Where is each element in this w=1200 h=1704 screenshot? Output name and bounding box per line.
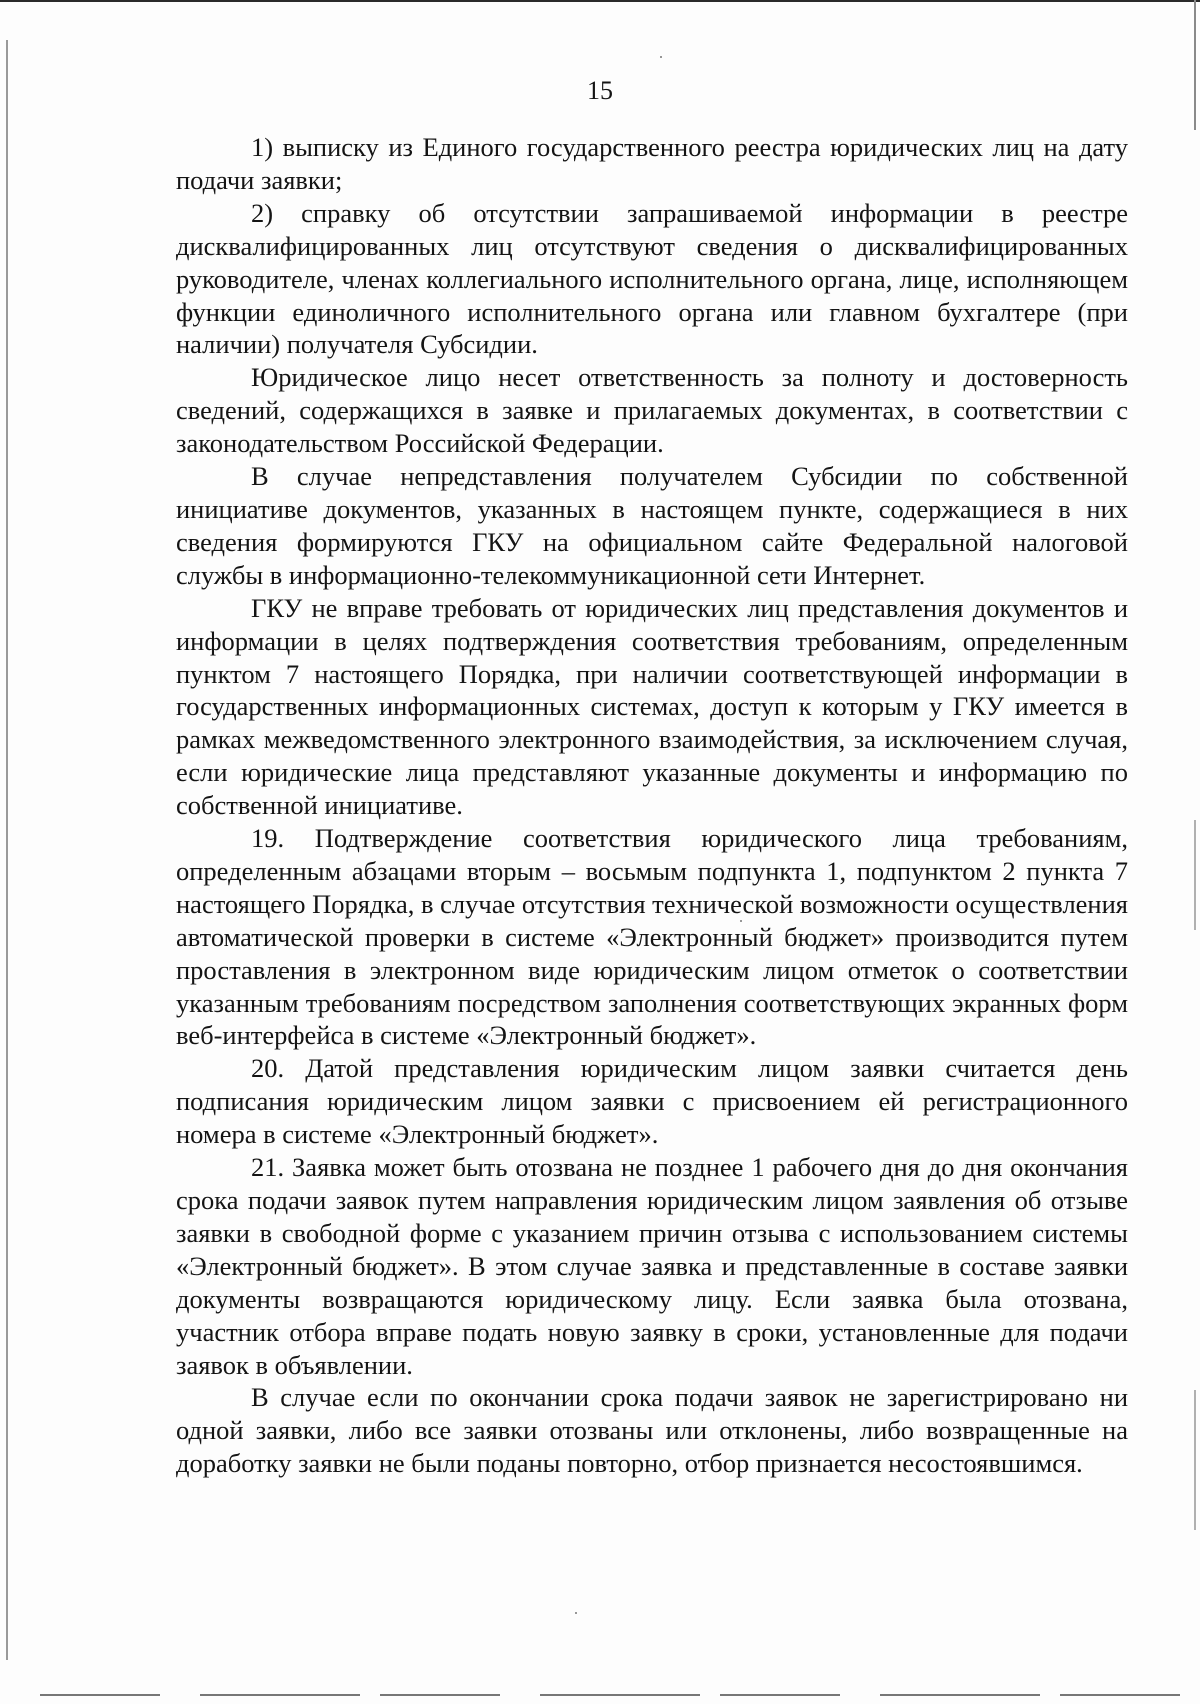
paragraph: В случае непредставления получателем Субсидии по собственной инициативе документов, указанных в настоящем пункте, содержащиеся в них сведения формируются ГКУ на официальном сайте Федеральной налоговой службы в информационно-телекоммуникационной сети Интернет. bbox=[176, 461, 1128, 590]
paragraph: ГКУ не вправе требовать от юридических лиц представления документов и информации в целях подтверждения соответствия требованиям, определенным пунктом 7 настоящего Порядка, при наличии соответствующей информации в государственных информационных системах, доступ к которым у ГКУ имеется в рамках межведомственного электронного взаимодействия, за исключением случая, если юридические лица представляют указанные документы и информацию по собственной инициативе. bbox=[176, 592, 1128, 821]
page-number: 15 bbox=[587, 76, 613, 105]
paragraph: 1) выписку из Единого государственного реестра юридических лиц на дату подачи заявки; bbox=[176, 132, 1128, 195]
paragraph: 21. Заявка может быть отозвана не позднее 1 рабочего дня до дня окончания срока подачи заявок путем направления юридическим лицом заявления об отзыве заявки в свободной форме с указанием причин отзыва с использованием системы «Электронный бюджет». В этом случае заявка и представленные в составе заявки документы возвращаются юридическому лицу. Если заявка была отозвана, участник отбора вправе подать новую заявку в сроки, установленные для подачи заявок в объявлении. bbox=[176, 1152, 1128, 1380]
scan-edge-top bbox=[0, 0, 1200, 2]
paragraph: В случае если по окончании срока подачи заявок не зарегистрировано ни одной заявки, либо все заявки отозваны или отклонены, либо возвращенные на доработку заявки не были поданы повторно, отбор признается несостоявшимся. bbox=[176, 1382, 1128, 1479]
paragraph: Юридическое лицо несет ответственность за полноту и достоверность сведений, содержащихся в заявке и прилагаемых документах, в соответствии с законодательством Российской Федерации. bbox=[176, 362, 1128, 459]
scan-speck bbox=[660, 56, 662, 58]
document-body bbox=[176, 131, 1128, 1480]
scan-edge-right bbox=[1194, 820, 1196, 930]
paragraph: 20. Датой представления юридическим лицом заявки считается день подписания юридическим лицом заявки с присвоением ей регистрационного номера в системе «Электронный бюджет». bbox=[176, 1053, 1128, 1150]
scan-edge-right bbox=[1194, 0, 1196, 130]
scan-speck bbox=[575, 1612, 577, 1614]
paragraph: 2) справку об отсутствии запрашиваемой информации в реестре дисквалифицированных лиц отсутствуют сведения о дисквалифицированных руководителе, членах коллегиального исполнительного органа, лице, исполняющем функции единоличного исполнительного органа или главном бухгалтере (при наличии) получателя Субсидии. bbox=[176, 197, 1128, 360]
paragraph: 19. Подтверждение соответствия юридического лица требованиям, определенным абзацами вторым – восьмым подпункта 1, подпунктом 2 пункта 7 настоящего Порядка, в случае отсутствия технической возможности осуществления автоматической проверки в системе «Электронный бюджет» производится путем проставления в электронном виде юридическим лицом отметок о соответствии указанным требованиям посредством заполнения соответствующих экранных форм веб-интерфейса в системе «Электронный бюджет». bbox=[176, 823, 1128, 1051]
scan-edge-bottom bbox=[40, 1694, 1180, 1696]
scan-edge-left bbox=[6, 40, 8, 1660]
scan-edge-right bbox=[1194, 1390, 1196, 1530]
